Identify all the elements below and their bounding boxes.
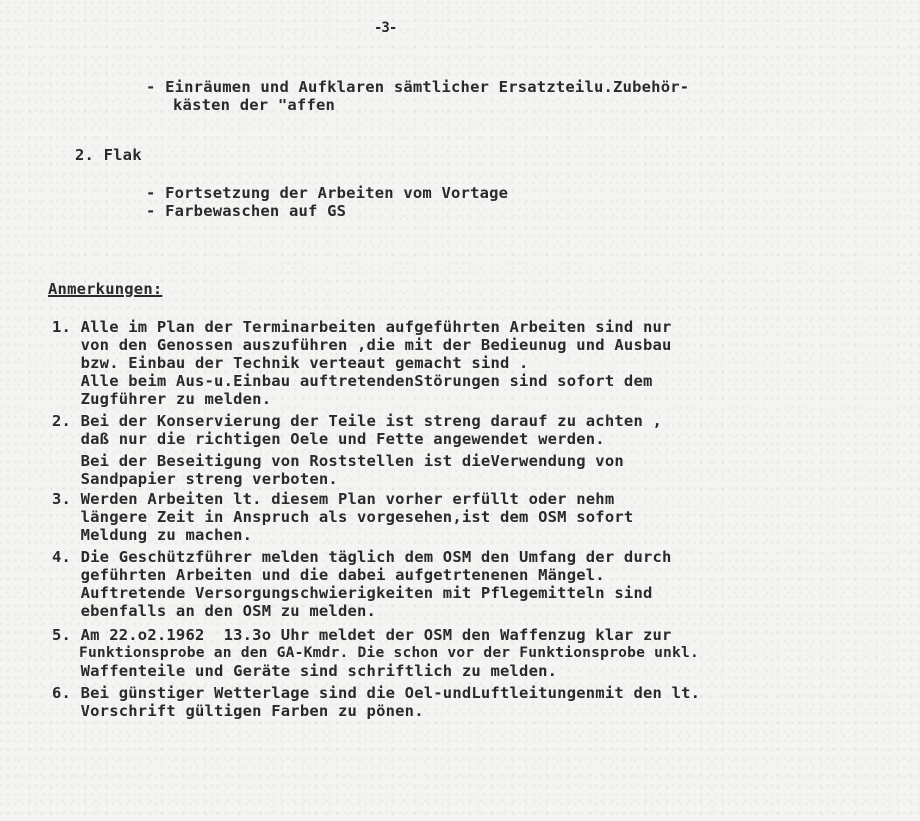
note-line: 5. Am 22.o2.1962 13.3o Uhr meldet der OSM den Waffenzug klar zur — [52, 626, 672, 644]
note-line: von den Genossen auszuführen ,die mit der Bedieunug und Ausbau — [52, 336, 672, 354]
note-line: 3. Werden Arbeiten lt. diesem Plan vorher erfüllt oder nehm — [52, 490, 615, 508]
flak-item-2: - Farbewaschen auf GS — [146, 202, 347, 220]
intro-item-line-2: kästen der "affen — [173, 96, 336, 114]
note-line: 2. Bei der Konservierung der Teile ist streng darauf zu achten , — [52, 412, 663, 430]
flak-heading: 2. Flak — [75, 146, 142, 164]
note-line: bzw. Einbau der Technik verteaut gemacht sind . — [52, 354, 529, 372]
page-number: -3- — [374, 20, 397, 36]
note-line: Waffenteile und Geräte sind schriftlich zu melden. — [52, 662, 558, 680]
notes-heading: Anmerkungen: — [48, 280, 163, 298]
intro-item-line-1: - Einräumen und Aufklaren sämtlicher Ersatzteilu.Zubehör- — [146, 78, 690, 96]
note-line: Alle beim Aus-u.Einbau auftretendenStörungen sind sofort dem — [52, 372, 653, 390]
note-line: Sandpapier streng verboten. — [52, 470, 338, 488]
note-line: längere Zeit in Anspruch als vorgesehen,ist dem OSM sofort — [52, 508, 634, 526]
note-line: Vorschrift gültigen Farben zu pönen. — [52, 702, 424, 720]
note-line: 1. Alle im Plan der Terminarbeiten aufgeführten Arbeiten sind nur — [52, 318, 672, 336]
note-line: geführten Arbeiten und die dabei aufgetrtenenen Mängel. — [52, 566, 605, 584]
note-line: daß nur die richtigen Oele und Fette angewendet werden. — [52, 430, 605, 448]
note-line: Zugführer zu melden. — [52, 390, 272, 408]
note-line: Auftretende Versorgungschwierigkeiten mit Pflegemitteln sind — [52, 584, 653, 602]
note-line: 4. Die Geschützführer melden täglich dem OSM den Umfang der durch — [52, 548, 672, 566]
note-line: Bei der Beseitigung von Roststellen ist dieVerwendung von — [52, 452, 624, 470]
note-line: ebenfalls an den OSM zu melden. — [52, 602, 377, 620]
note-line: Meldung zu machen. — [52, 526, 253, 544]
flak-item-1: - Fortsetzung der Arbeiten vom Vortage — [146, 184, 509, 202]
note-line: Funktionsprobe an den GA-Kmdr. Die schon vor der Funktionsprobe unkl. — [52, 644, 700, 661]
note-line: 6. Bei günstiger Wetterlage sind die Oel-undLuftleitungenmit den lt. — [52, 684, 701, 702]
